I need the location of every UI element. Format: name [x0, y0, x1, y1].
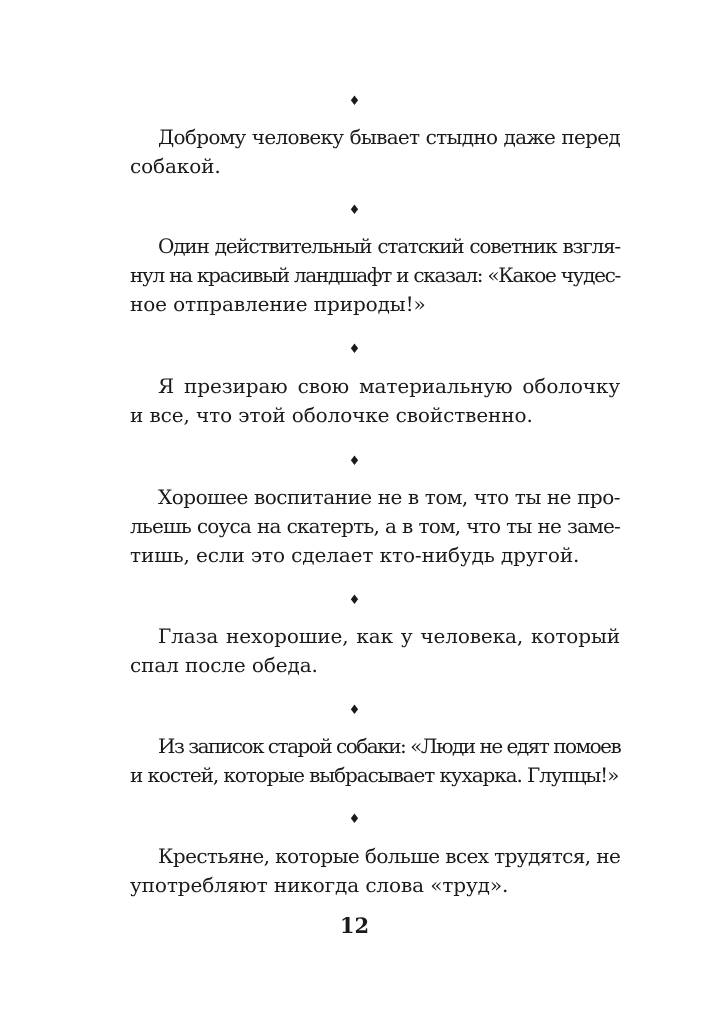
aphorism-paragraph	[130, 842, 620, 900]
text-line: и костей, которые выбрасывает кухарка. Глупцы!»	[130, 763, 619, 787]
text-line: собакой.	[130, 154, 221, 178]
aphorism-paragraph	[130, 622, 620, 680]
text-line: тишь, если это сделает кто-нибудь другой.	[130, 543, 580, 567]
text-line: Доброму человеку бывает стыдно даже перед	[158, 125, 620, 149]
separator-diamond: ♦	[348, 203, 361, 218]
text-line: Глаза нехорошие, как у человека, который	[158, 624, 620, 648]
text-line: Я презираю свою материальную оболочку	[158, 374, 620, 398]
text-line: ное отправление природы!»	[130, 292, 426, 316]
text-line: спал после обеда.	[130, 653, 318, 677]
text-line: льешь соуса на скатерть, а в том, что ты не заме-	[130, 514, 620, 538]
aphorism-paragraph	[130, 232, 620, 319]
separator-diamond: ♦	[348, 812, 361, 827]
text-line: Крестьяне, которые больше всех трудятся, не	[158, 844, 621, 868]
text-line: Один действительный статский советник взгля-	[158, 234, 620, 258]
separator-diamond: ♦	[348, 94, 361, 109]
text-line: нул на красивый ландшафт и сказал: «Какое чудес-	[130, 263, 620, 287]
text-line: Хорошее воспитание не в том, что ты не про-	[158, 485, 620, 509]
separator-diamond: ♦	[348, 454, 361, 469]
separator-diamond: ♦	[348, 593, 361, 608]
aphorism-paragraph	[130, 123, 620, 181]
text-line: употребляют никогда слова «труд».	[130, 873, 509, 897]
aphorism-paragraph	[130, 483, 620, 570]
text-line: Из записок старой собаки: «Люди не едят помоев	[158, 734, 621, 758]
aphorism-paragraph	[130, 732, 620, 790]
text-line: и все, что этой оболочке свойственно.	[130, 403, 533, 427]
separator-diamond: ♦	[348, 342, 361, 357]
aphorism-paragraph	[130, 372, 620, 430]
page-number: 12	[339, 913, 370, 938]
separator-diamond: ♦	[348, 703, 361, 718]
